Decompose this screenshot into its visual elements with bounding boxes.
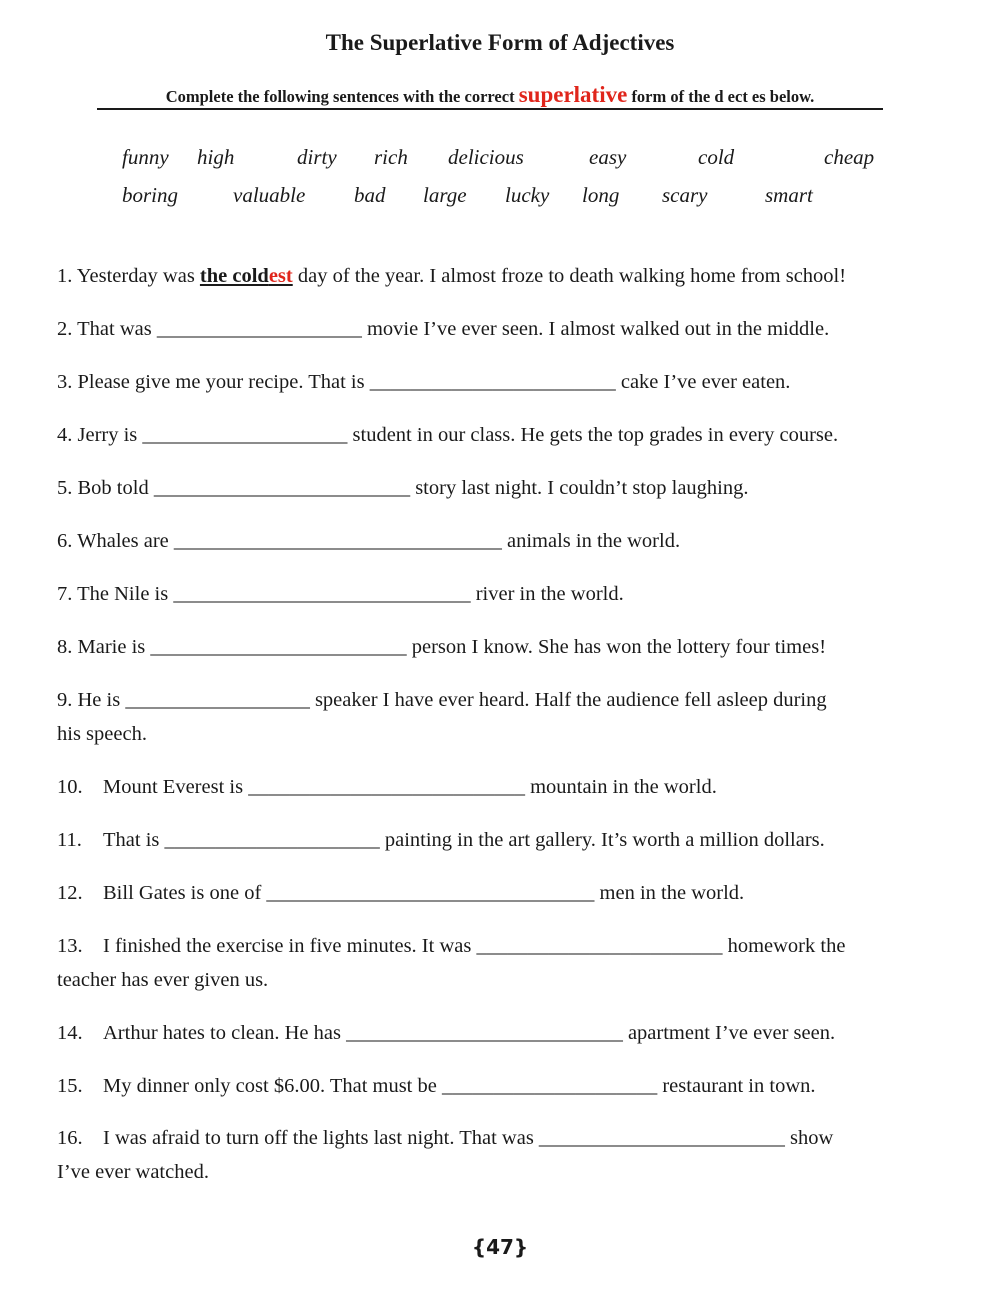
question-3: 3. Please give me your recipe. That is ________________________ cake I’ve ever eaten. [57,371,791,393]
question-9: 9. He is __________________ speaker I have ever heard. Half the audience fell asleep during [57,689,827,711]
question-16-continuation: I’ve ever watched. [57,1161,209,1183]
question-number: 10. [57,776,83,798]
question-number: 15. [57,1075,83,1097]
question-7: 7. The Nile is _____________________________ river in the world. [57,583,624,605]
question-14 [57,1022,835,1045]
word-bank-item: high [197,145,235,169]
word-bank-item: cheap [824,145,875,169]
example-text: 1. Yesterday was [57,265,200,287]
question-2: 2. That was ____________________ movie I’ve ever seen. I almost walked out in the middle. [57,318,830,340]
word-bank-item: long [582,183,620,207]
question-16 [57,1127,833,1150]
example-sentence [57,265,846,288]
instructions-text: Complete the following sentences with the correct [165,87,519,106]
word-bank-item: boring [122,183,179,207]
question-number: 16. [57,1127,83,1149]
question-5: 5. Bob told _________________________ story last night. I couldn’t stop laughing. [57,477,749,499]
question-9-continuation: his speech. [57,723,147,745]
instructions-text-end: form of the d ect es below. [627,87,815,106]
question-text: That is _____________________ painting in the art gallery. It’s worth a million dollars. [103,829,825,851]
word-bank-item: smart [765,183,813,207]
question-8: 8. Marie is _________________________ person I know. She has won the lottery four times! [57,636,827,658]
word-bank-item: valuable [233,183,306,207]
page-number: {47} [471,1235,529,1259]
question-13 [57,935,845,958]
question-number: 12. [57,882,83,904]
word-bank-item: lucky [505,183,550,207]
word-bank-item: large [423,183,467,207]
question-text: I finished the exercise in five minutes. It was ________________________ homework the [103,935,846,957]
example-answer [200,265,293,287]
instructions-highlight: superlative [518,82,628,107]
word-bank-item: delicious [448,145,524,169]
question-text: My dinner only cost $6.00. That must be _____________________ restaurant in town. [103,1075,816,1097]
example-answer-suffix: est [268,265,293,287]
instructions [97,82,883,110]
question-4: 4. Jerry is ____________________ student in our class. He gets the top grades in every course. [57,424,839,446]
word-bank-item: dirty [297,145,337,169]
question-11 [57,829,825,852]
question-text: Mount Everest is ___________________________ mountain in the world. [103,776,717,798]
question-text: Bill Gates is one of ________________________________ men in the world. [103,882,745,904]
word-bank-item: easy [589,145,627,169]
word-bank-item: cold [698,145,735,169]
example-text-end: day of the year. I almost froze to death walking home from school! [292,265,847,287]
question-text: Arthur hates to clean. He has ___________________________ apartment I’ve ever seen. [103,1022,836,1044]
example-answer-base: the cold [199,265,269,287]
word-bank-item: scary [662,183,708,207]
word-bank-item: rich [374,145,408,169]
question-number: 11. [57,829,82,851]
question-text: I was afraid to turn off the lights last night. That was ________________________ show [103,1127,834,1149]
question-12 [57,882,744,905]
question-number: 14. [57,1022,83,1044]
page-title: The Superlative Form of Adjectives [325,30,675,55]
word-bank-item: funny [122,145,169,169]
word-bank-item: bad [354,183,386,207]
question-number: 13. [57,935,83,957]
question-6: 6. Whales are ________________________________ animals in the world. [57,530,681,552]
question-10 [57,776,717,799]
question-13-continuation: teacher has ever given us. [57,969,269,991]
question-15 [57,1075,816,1098]
